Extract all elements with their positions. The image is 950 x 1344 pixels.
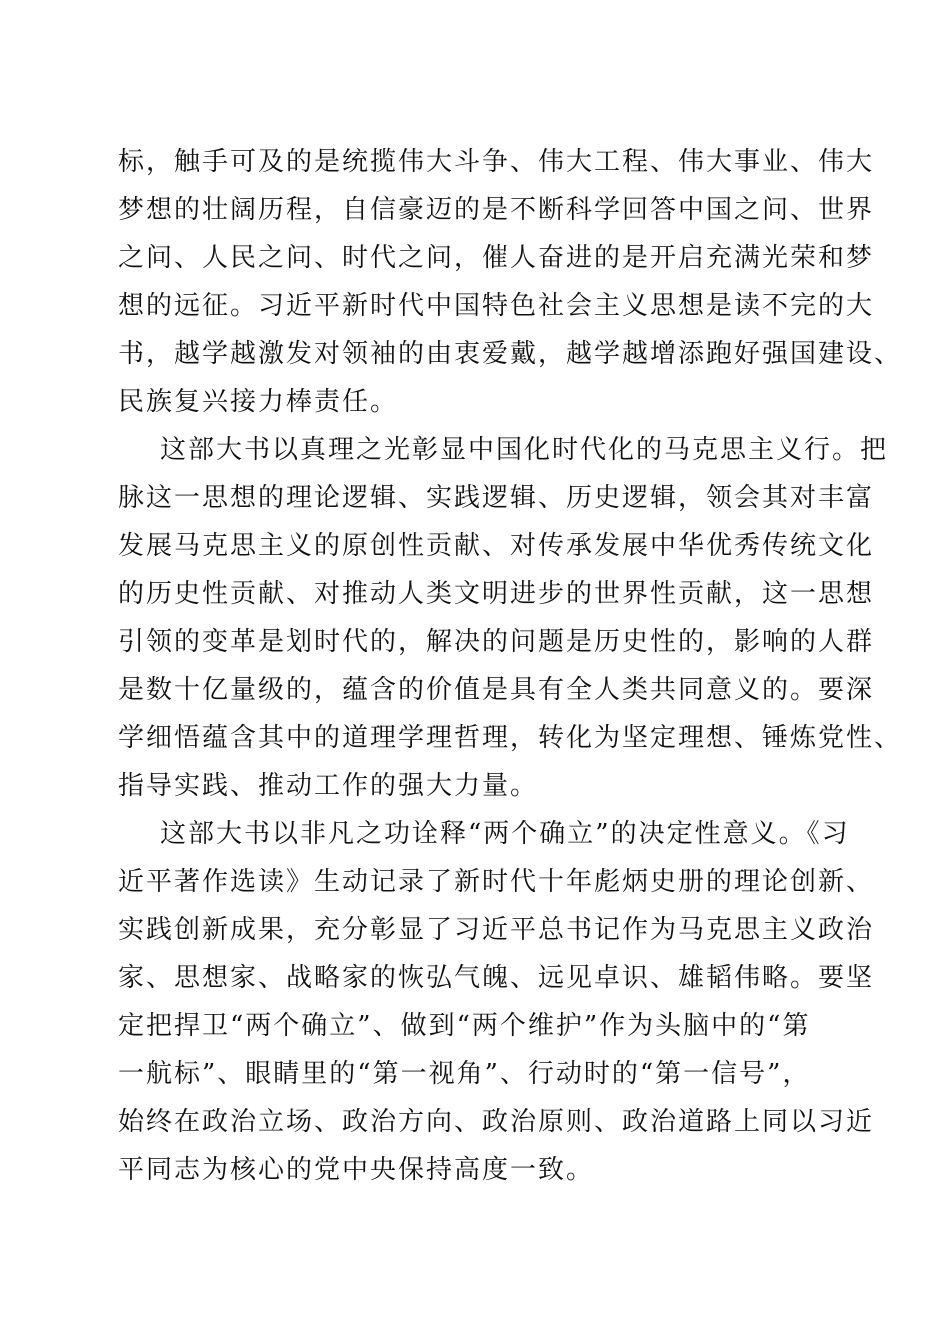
paragraph-3-line-6: 一航标”、眼睛里的“第一视角”、行动时的“第一信号”， [118,1059,811,1089]
paragraph-3-line-5: 定把捍卫“两个确立”、做到“两个维护”作为头脑中的“第 [118,1011,811,1041]
paragraph-2-line-6: 是数十亿量级的，蕴含的价值是具有全人类共同意义的。要深 [118,675,875,705]
paragraph-3-line-8: 平同志为核心的党中央保持高度一致。 [118,1155,595,1185]
paragraph-3-line-1: 这部大书以非凡之功诠释“两个确立”的决定性意义。《习 [160,819,850,849]
paragraph-3-line-7: 始终在政治立场、政治方向、政治原则、政治道路上同以习近 [118,1107,875,1137]
paragraph-3-line-3: 实践创新成果，充分彰显了习近平总书记作为马克思主义政治 [118,915,875,945]
paragraph-1-line-5: 书，越学越激发对领袖的由衷爱戴，越学越增添跑好强国建设、 [118,339,903,369]
paragraph-1-line-6: 民族复兴接力棒责任。 [118,387,399,417]
paragraph-2-line-2: 脉这一思想的理论逻辑、实践逻辑、历史逻辑，领会其对丰富 [118,483,875,513]
paragraph-2-line-7: 学细悟蕴含其中的道理学理哲理，转化为坚定理想、锤炼党性、 [118,723,903,753]
paragraph-2-line-3: 发展马克思主义的原创性贡献、对传承发展中华优秀传统文化 [118,531,875,561]
paragraph-3-line-2: 近平著作选读》生动记录了新时代十年彪炳史册的理论创新、 [118,867,875,897]
paragraph-1-line-3: 之问、人民之问、时代之问，催人奋进的是开启充满光荣和梦 [118,243,875,273]
paragraph-1-line-4: 想的远征。习近平新时代中国特色社会主义思想是读不完的大 [118,291,875,321]
paragraph-2-line-4: 的历史性贡献、对推动人类文明进步的世界性贡献，这一思想 [118,579,875,609]
paragraph-1-line-2: 梦想的壮阔历程，自信豪迈的是不断科学回答中国之问、世界 [118,195,875,225]
paragraph-3-line-4: 家、思想家、战略家的恢弘气魄、远见卓识、雄韬伟略。要坚 [118,963,875,993]
paragraph-2-line-1: 这部大书以真理之光彰显中国化时代化的马克思主义行。把 [160,435,889,465]
paragraph-2-line-5: 引领的变革是划时代的，解决的问题是历史性的，影响的人群 [118,627,875,657]
paragraph-1-line-1: 标，触手可及的是统揽伟大斗争、伟大工程、伟大事业、伟大 [118,147,875,177]
paragraph-2-line-8: 指导实践、推动工作的强大力量。 [118,771,539,801]
